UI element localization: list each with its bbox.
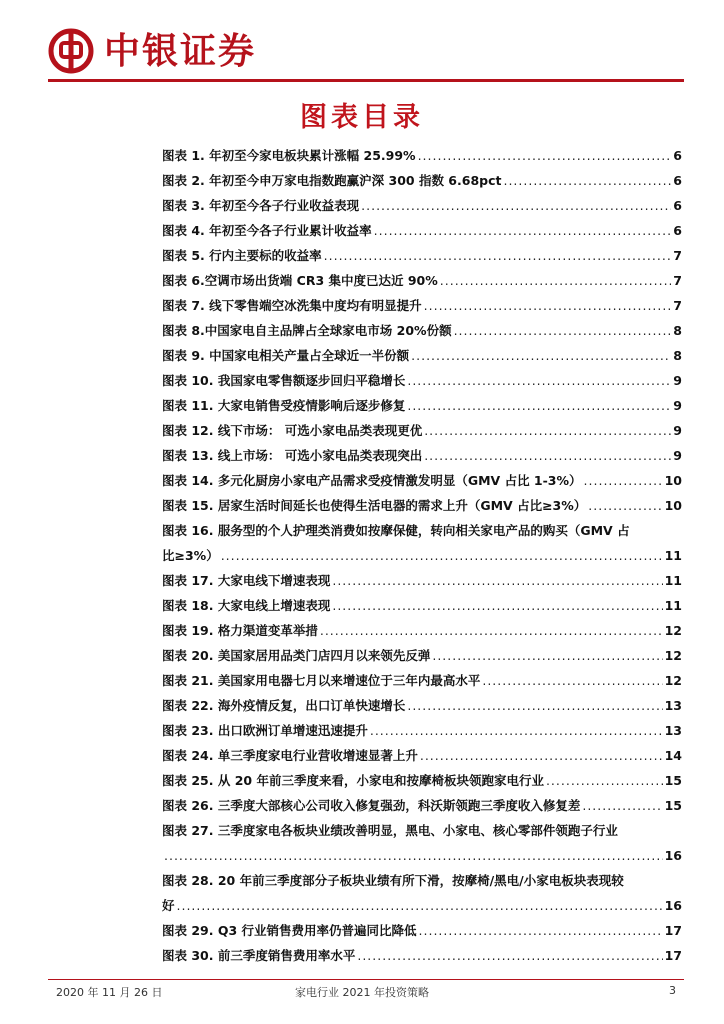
dot-leader — [320, 618, 663, 643]
toc-entry-page: 12 — [664, 623, 682, 638]
toc-entry-label: 图表 3. 年初至今各子行业收益表现 — [162, 198, 360, 213]
dot-leader — [588, 493, 662, 518]
dot-leader — [420, 743, 663, 768]
dot-leader — [503, 168, 671, 193]
toc-entry[interactable] — [162, 668, 682, 693]
footer-date: 2020 年 11 月 26 日 — [56, 986, 163, 999]
dot-leader — [482, 668, 662, 693]
toc-entry-label: 图表 20. 美国家居用品类门店四月以来领先反弹 — [162, 648, 431, 663]
toc-entry-page: 15 — [664, 773, 682, 788]
toc-entry[interactable] — [162, 218, 682, 243]
dot-leader — [370, 718, 663, 743]
toc-entry-page: 15 — [664, 798, 682, 813]
toc-entry-label: 图表 12. 线下市场： 可选小家电品类表现更优 — [162, 423, 423, 438]
toc-entry-page: 12 — [664, 673, 682, 688]
toc-entry-page: 7 — [673, 298, 682, 313]
toc-entry-label: 图表 23. 出口欧洲订单增速迅速提升 — [162, 723, 368, 738]
toc-entry-label-continued: 好 — [162, 898, 175, 913]
toc-entry[interactable] — [162, 393, 682, 418]
toc-entry-label: 图表 8.中国家电自主品牌占全球家电市场 20%份额 — [162, 323, 452, 338]
toc-entry-label: 图表 5. 行内主要标的收益率 — [162, 248, 322, 263]
toc-entry-label: 图表 9. 中国家电相关产量占全球近一半份额 — [162, 348, 410, 363]
dot-leader — [374, 218, 672, 243]
toc-entry-page: 11 — [664, 548, 682, 563]
toc-entry[interactable] — [162, 643, 682, 668]
dot-leader — [407, 368, 671, 393]
dot-leader — [440, 268, 672, 293]
toc-entry-page: 10 — [664, 498, 682, 513]
toc-entry[interactable] — [162, 243, 682, 268]
toc-entry-page: 9 — [673, 448, 682, 463]
toc-entry-page: 6 — [673, 223, 682, 238]
toc-entry[interactable] — [162, 518, 682, 568]
dot-leader — [407, 693, 662, 718]
toc-entry-label: 图表 19. 格力渠道变革举措 — [162, 623, 318, 638]
dot-leader — [418, 143, 672, 168]
table-of-figures — [162, 143, 682, 968]
toc-entry[interactable] — [162, 293, 682, 318]
toc-entry-page: 10 — [664, 473, 682, 488]
toc-entry[interactable] — [162, 493, 682, 518]
toc-entry[interactable] — [162, 168, 682, 193]
toc-entry-page: 7 — [673, 248, 682, 263]
toc-entry-label: 图表 30. 前三季度销售费用率水平 — [162, 948, 356, 963]
toc-entry[interactable] — [162, 943, 682, 968]
bank-of-china-logo-icon — [48, 28, 94, 74]
toc-entry[interactable] — [162, 793, 682, 818]
toc-entry-label: 图表 15. 居家生活时间延长也使得生活电器的需求上升（GMV 占比≥3%） — [162, 498, 587, 513]
header-divider — [48, 79, 684, 82]
toc-entry-page: 13 — [664, 698, 682, 713]
toc-entry-label: 图表 28. 20 年前三季度部分子板块业绩有所下滑，按摩椅/黑电/小家电板块表现较 — [162, 873, 624, 888]
toc-entry[interactable] — [162, 593, 682, 618]
toc-entry-page: 12 — [664, 648, 682, 663]
toc-entry-label: 图表 17. 大家电线下增速表现 — [162, 573, 331, 588]
dot-leader — [177, 893, 663, 918]
toc-entry-page: 6 — [673, 173, 682, 188]
toc-entry-label: 图表 11. 大家电销售受疫情影响后逐步修复 — [162, 398, 406, 413]
toc-entry-label: 图表 26. 三季度大部核心公司收入修复强劲，科沃斯领跑三季度收入修复差 — [162, 798, 581, 813]
dot-leader — [546, 768, 663, 793]
toc-entry-label: 图表 29. Q3 行业销售费用率仍普遍同比降低 — [162, 923, 417, 938]
toc-entry[interactable] — [162, 568, 682, 593]
toc-entry-label: 图表 22. 海外疫情反复，出口订单快速增长 — [162, 698, 406, 713]
dot-leader — [357, 943, 662, 968]
toc-entry[interactable] — [162, 443, 682, 468]
toc-entry-page: 11 — [664, 573, 682, 588]
dot-leader — [454, 318, 672, 343]
dot-leader — [411, 343, 671, 368]
dot-leader — [419, 918, 663, 943]
toc-entry[interactable] — [162, 818, 682, 868]
dot-leader — [361, 193, 671, 218]
footer-doc-title: 家电行业 2021 年投资策略 — [295, 986, 429, 999]
toc-entry[interactable] — [162, 318, 682, 343]
toc-entry-page: 9 — [673, 373, 682, 388]
toc-entry-label-continued: 比≥3%） — [162, 548, 219, 563]
toc-entry-label: 图表 2. 年初至今申万家电指数跑赢沪深 300 指数 6.68pct — [162, 173, 502, 188]
dot-leader — [424, 293, 672, 318]
dot-leader — [424, 443, 671, 468]
toc-entry[interactable] — [162, 268, 682, 293]
toc-entry-label: 图表 13. 线上市场： 可选小家电品类表现突出 — [162, 448, 423, 463]
toc-entry-page: 14 — [664, 748, 682, 763]
toc-entry-label: 图表 10. 我国家电零售额逐步回归平稳增长 — [162, 373, 406, 388]
footer-page-number: 3 — [669, 984, 676, 997]
dot-leader — [432, 643, 662, 668]
toc-entry-page: 16 — [664, 898, 682, 913]
dot-leader — [324, 243, 672, 268]
dot-leader — [424, 418, 671, 443]
footer-divider — [48, 979, 684, 980]
toc-entry[interactable] — [162, 918, 682, 943]
toc-entry-page: 11 — [664, 598, 682, 613]
dot-leader — [221, 543, 663, 568]
toc-entry-label: 图表 27. 三季度家电各板块业绩改善明显，黑电、小家电、核心零部件领跑子行业 — [162, 823, 618, 838]
toc-entry-label: 图表 24. 单三季度家电行业营收增速显著上升 — [162, 748, 418, 763]
toc-entry-page: 7 — [673, 273, 682, 288]
toc-entry-label: 图表 16. 服务型的个人护理类消费如按摩保健，转向相关家电产品的购买（GMV 占 — [162, 523, 630, 538]
toc-entry-page: 9 — [673, 423, 682, 438]
toc-entry-label: 图表 1. 年初至今家电板块累计涨幅 25.99% — [162, 148, 416, 163]
toc-entry-page: 17 — [664, 948, 682, 963]
dot-leader — [332, 568, 662, 593]
page-header — [48, 28, 256, 74]
dot-leader — [582, 793, 662, 818]
toc-entry[interactable] — [162, 468, 682, 493]
toc-entry[interactable] — [162, 193, 682, 218]
toc-entry-label: 图表 21. 美国家用电器七月以来增速位于三年内最高水平 — [162, 673, 481, 688]
page-title: 图表目录 — [300, 102, 424, 133]
toc-entry[interactable] — [162, 143, 682, 168]
toc-entry[interactable] — [162, 618, 682, 643]
toc-entry-page: 6 — [673, 198, 682, 213]
toc-entry[interactable] — [162, 768, 682, 793]
dot-leader — [332, 593, 662, 618]
toc-entry-page: 16 — [664, 848, 682, 863]
toc-entry-page: 9 — [673, 398, 682, 413]
toc-entry[interactable] — [162, 718, 682, 743]
dot-leader — [584, 468, 663, 493]
toc-entry-page: 6 — [673, 148, 682, 163]
toc-entry-label: 图表 7. 线下零售端空冰洗集中度均有明显提升 — [162, 298, 422, 313]
toc-entry-page: 8 — [673, 348, 682, 363]
dot-leader — [407, 393, 671, 418]
company-name: 中银证券 — [104, 30, 257, 72]
toc-entry[interactable] — [162, 343, 682, 368]
toc-entry-label: 图表 25. 从 20 年前三季度来看，小家电和按摩椅板块领跑家电行业 — [162, 773, 544, 788]
toc-entry-label: 图表 14. 多元化厨房小家电产品需求受疫情激发明显（GMV 占比 1-3%） — [162, 473, 582, 488]
toc-entry[interactable] — [162, 418, 682, 443]
toc-entry[interactable] — [162, 693, 682, 718]
toc-entry[interactable] — [162, 743, 682, 768]
toc-entry[interactable] — [162, 868, 682, 918]
toc-entry-label: 图表 6.空调市场出货端 CR3 集中度已达近 90% — [162, 273, 438, 288]
toc-entry-page: 17 — [664, 923, 682, 938]
toc-entry-label: 图表 4. 年初至今各子行业累计收益率 — [162, 223, 372, 238]
toc-entry-label: 图表 18. 大家电线上增速表现 — [162, 598, 331, 613]
toc-entry[interactable] — [162, 368, 682, 393]
dot-leader — [164, 843, 663, 868]
toc-entry-page: 13 — [664, 723, 682, 738]
toc-entry-page: 8 — [673, 323, 682, 338]
